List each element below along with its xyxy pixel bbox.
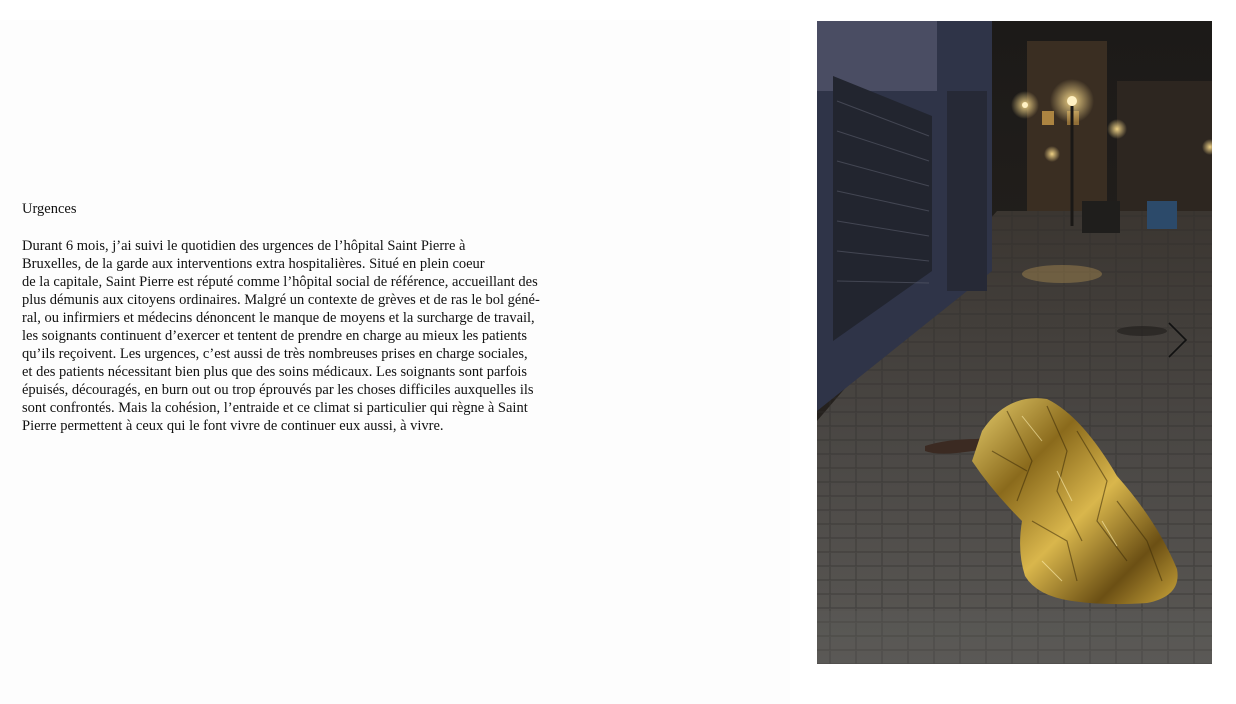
article-line: Pierre permettent à ceux qui le font vivre de continuer eux aussi, à vivre. [22, 418, 444, 434]
article-line: et des patients nécessitant bien plus que des soins médicaux. Les soignants sont parfois [22, 364, 527, 380]
article-line: Bruxelles, de la garde aux interventions extra hospitalières. Situé en plein coeur [22, 256, 485, 272]
article-title: Urgences [22, 201, 77, 217]
article-line: qu’ils reçoivent. Les urgences, c’est aussi de très nombreuses prises en charge sociales, [22, 346, 528, 362]
article-line: ral, ou infirmiers et médecins dénoncent le manque de moyens et la surcharge de travail, [22, 310, 535, 326]
article-line: plus démunis aux citoyens ordinaires. Malgré un contexte de grèves et de ras le bol géné- [22, 292, 540, 308]
chevron-right-icon[interactable] [1162, 320, 1192, 360]
article-line: sont confrontés. Mais la cohésion, l’entraide et ce climat si particulier qui règne à Saint [22, 400, 528, 416]
article-line: les soignants continuent d’exercer et tentent de prendre en charge au mieux les patients [22, 328, 528, 344]
gallery-photo[interactable] [817, 21, 1212, 664]
street-photo-image [817, 21, 1212, 664]
article-line: de la capitale, Saint Pierre est réputé comme l’hôpital social de référence, accueillant des [22, 274, 538, 290]
article-panel [0, 20, 790, 704]
article-body [22, 237, 567, 435]
article-line: Durant 6 mois, j’ai suivi le quotidien des urgences de l’hôpital Saint Pierre à [22, 238, 466, 254]
article-line: épuisés, découragés, en burn out ou trop éprouvés par les choses difficiles auxquelles ils [22, 382, 534, 398]
